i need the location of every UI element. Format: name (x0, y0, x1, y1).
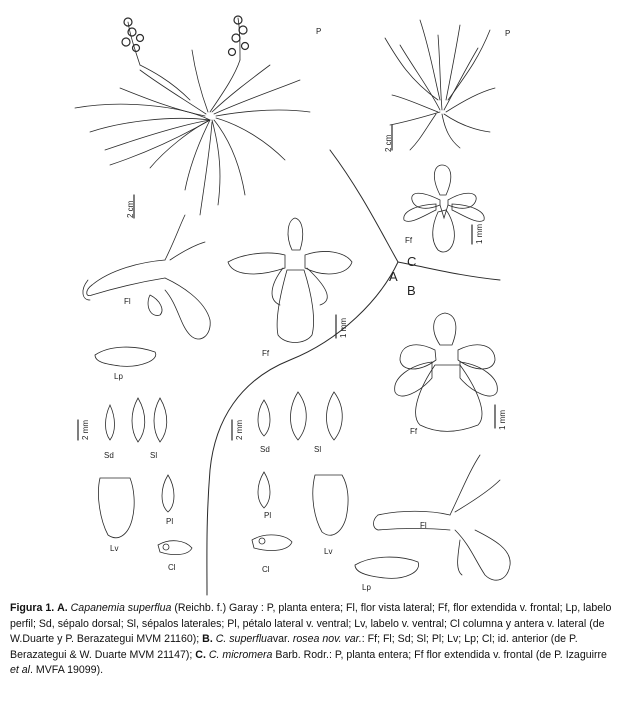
caption-text-a: (Reichb. f.) Garay : P, planta entera; Fl, flor vista lateral; Ff, flor extendida v. frontal; Lp, labelo perfil; Sd, sépalo dorsal; Sl, sépalos laterales; Pl, pétalo lateral v. ventral; Lv, labelo v. ventral; Cl columna y antera v. lateral (de W.Duarte y P. Berazategui MVM 21160); (10, 602, 612, 645)
label-cl-b: Cl (262, 565, 270, 574)
label-pl-a: Pl (166, 517, 174, 526)
label-fl-b: Fl (420, 521, 427, 530)
label-sl-a: Sl (150, 451, 158, 460)
section-label-a: A (389, 269, 398, 284)
label-lp-b: Lp (362, 583, 371, 592)
caption-rosea-b: rosea nov. var. (292, 633, 362, 645)
caption-section-b: B. (202, 633, 213, 645)
plant-a-drawing (75, 18, 310, 215)
label-ff-c: Ff (405, 236, 413, 245)
flower-b-lateral-drawing (374, 455, 511, 580)
labellum-b-ventral-drawing (313, 475, 348, 535)
column-b-drawing (252, 535, 292, 551)
flower-a-lateral-drawing (83, 215, 210, 339)
label-2mm-a: 2 mm (81, 420, 90, 440)
labellum-a-ventral-drawing (98, 478, 134, 538)
petal-b-drawing (258, 472, 270, 508)
label-2mm-b: 2 mm (235, 420, 244, 440)
caption-section-a: A. (57, 602, 68, 614)
caption-section-c: C. (195, 648, 206, 661)
caption-etal-c: et al (10, 664, 31, 676)
caption-text-c: Barb. Rodr.: P, planta entera; Ff flor extendida v. frontal (de P. Izaguirre (275, 648, 607, 661)
labellum-a-profile-drawing (95, 347, 156, 366)
caption-var-b: var. (272, 633, 290, 645)
label-sd-b: Sd (260, 445, 270, 454)
label-lv-b: Lv (324, 547, 333, 556)
column-a-drawing (158, 541, 192, 555)
label-1mm-a: 1 mm (339, 318, 348, 338)
sepals-a-drawing (78, 398, 167, 442)
caption-text-b: : Ff; Fl; Sd; Sl; Pl; Lv; Lp; Cl; id. anterior (de P. Berazategui & W. Duarte MVM 21147); (10, 633, 578, 661)
label-p-c: P (505, 29, 511, 38)
caption-species-c: C. micromera (208, 648, 273, 661)
inflorescence-drawing (122, 16, 249, 56)
label-sd-a: Sd (104, 451, 114, 460)
label-1mm-b: 1 mm (498, 410, 507, 430)
label-ff-b: Ff (410, 427, 418, 436)
label-p-a: P (316, 27, 322, 36)
flower-b-front-drawing (395, 313, 498, 431)
section-label-b: B (407, 283, 416, 298)
caption-end-c: . MVFA 19099). (30, 664, 104, 676)
label-sl-b: Sl (314, 445, 322, 454)
label-fl-a: Fl (124, 297, 131, 306)
figure-caption (10, 601, 616, 679)
label-1mm-c: 1 mm (475, 224, 484, 244)
plant-c-drawing (385, 20, 495, 150)
flower-a-front-drawing (228, 218, 352, 343)
label-scale-2cm-a: 2 cm (126, 200, 135, 218)
label-cl-a: Cl (168, 563, 176, 572)
caption-figure-number: Figura 1. (10, 602, 55, 614)
labellum-b-profile-drawing (355, 557, 419, 578)
caption-species-b: C. superflua (215, 633, 273, 645)
label-lp-a: Lp (114, 372, 123, 381)
sepals-b-drawing (232, 392, 342, 440)
caption-species-a: Capanemia superflua (70, 602, 172, 614)
label-ff-a: Ff (262, 349, 270, 358)
petal-a-drawing (162, 475, 174, 512)
label-scale-2cm-c: 2 cm (384, 134, 393, 152)
label-pl-b: Pl (264, 511, 272, 520)
label-lv-a: Lv (110, 544, 119, 553)
section-label-c: C (407, 254, 417, 269)
